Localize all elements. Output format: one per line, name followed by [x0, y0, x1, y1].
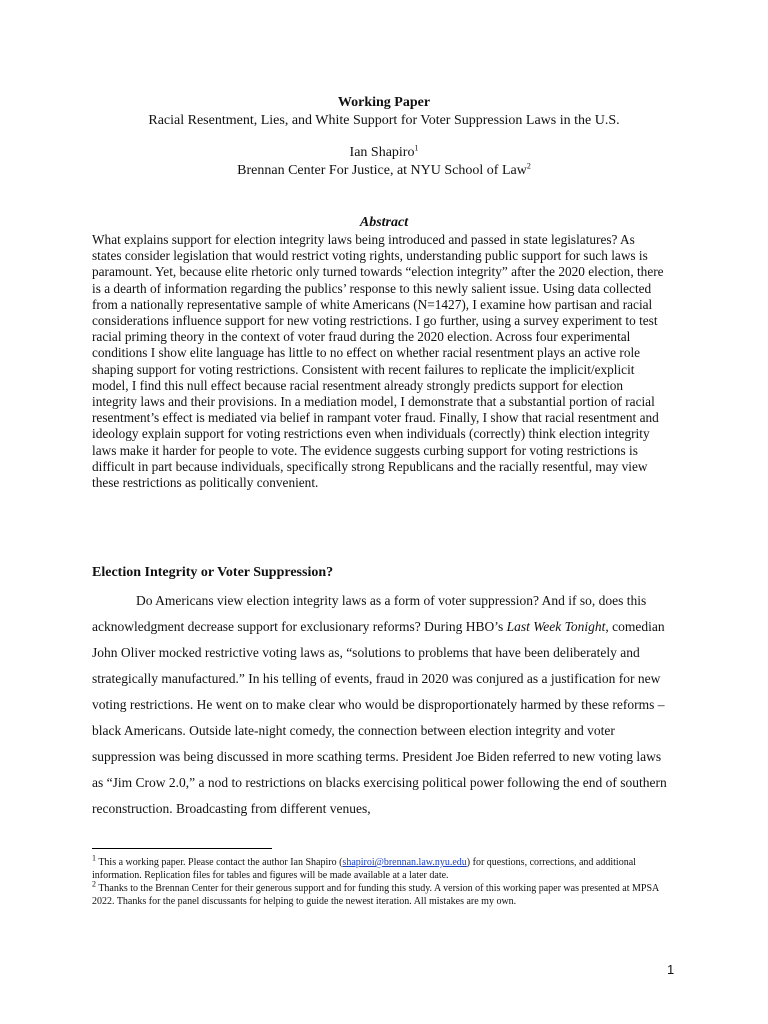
footnote-2-marker: 2: [92, 879, 96, 889]
footnote-1-text-end: ) for questions, corrections, and additional information. Replication files for tables and figures will be made available at a later date.: [92, 857, 636, 881]
affiliation-line: [0, 163, 768, 179]
affiliation: Brennan Center For Justice, at NYU School of Law: [237, 163, 527, 178]
body-paragraph: [92, 588, 668, 822]
page-number: 1: [667, 962, 675, 977]
footnote-2: [92, 879, 682, 908]
footnote-divider: [92, 848, 272, 849]
section-heading: Election Integrity or Voter Suppression?: [92, 565, 334, 580]
author-line: [0, 145, 768, 161]
show-title: Last Week Tonight: [506, 619, 606, 634]
footnote-1-text-start: This a working paper. Please contact the author Ian Shapiro (: [96, 857, 343, 868]
abstract-heading: Abstract: [359, 215, 409, 230]
body-text-part2: , comedian John Oliver mocked restrictive voting laws as, “solutions to problems that have been deliberately and strategically manufactured.” In his telling of events, fraud in 2020 was conjured as a justification for new voting restrictions. He went on to make clear who would be disproportionately harmed by these reforms – black Americans. Outside late-night comedy, the connection between election integrity and voter suppression was being discussed in more scathing terms. President Joe Biden referred to new voting laws as “Jim Crow 2.0,” a nod to restrictions on blacks exercising political power following the end of southern reconstruction. Broadcasting from different venues,: [92, 619, 667, 816]
footnote-1: [92, 853, 682, 882]
body-text-part1: Do Americans view election integrity laws as a form of voter suppression? And if so, does this acknowledgment decrease support for exclusionary reforms? During HBO’s: [92, 593, 647, 634]
footnote-ref-2[interactable]: 2: [526, 161, 531, 171]
footnote-2-text: Thanks to the Brennan Center for their generous support and for funding this study. A version of this working paper was presented at MPSA 2022. Thanks for the panel discussants for helping to guide the newest iteration. All mistakes are my own.: [92, 883, 659, 907]
author-name: Ian Shapiro: [349, 145, 415, 160]
footnote-ref-1[interactable]: 1: [414, 143, 419, 153]
footnote-1-marker: 1: [92, 853, 96, 863]
abstract-text: What explains support for election integrity laws being introduced and passed in state legislatures? As states consider legislation that would restrict voting rights, understanding public support for such laws is paramount. Yet, because elite rhetoric only turned towards “election integrity” after the 2020 election, there is a dearth of information regarding the publics’ response to this newly salient issue. Using data collected from a nationally representative sample of white Americans (N=1427), I examine how partisan and racial considerations influence support for new voting restrictions. I go further, using a survey experiment to test racial priming theory in the context of voter fraud during the 2020 election. Across four experimental conditions I show elite language has little to no effect on whether racial resentment plays an active role shaping support for voting restrictions. Consistent with recent failures to replicate the implicit/explicit model, I find this null effect because racial resentment already strongly predicts support for election integrity laws and their provisions. In a mediation model, I demonstrate that a substantial portion of racial resentment’s effect is mediated via belief in rampant voter fraud. Finally, I show that racial resentment and ideology explain support for voting restrictions even when individuals (correctly) think election integrity laws make it harder for people to vote. The evidence suggests curbing support for voting restrictions is difficult in part because individuals, specifically strong Republicans and the racially resentful, may view these restrictions as politically convenient.: [92, 232, 664, 491]
author-email-link[interactable]: shapiroi@brennan.law.nyu.edu: [342, 857, 467, 868]
footnotes: [92, 853, 682, 908]
paper-title: Racial Resentment, Lies, and White Support for Voter Suppression Laws in the U.S.: [148, 113, 620, 128]
paper-label: Working Paper: [337, 95, 431, 110]
